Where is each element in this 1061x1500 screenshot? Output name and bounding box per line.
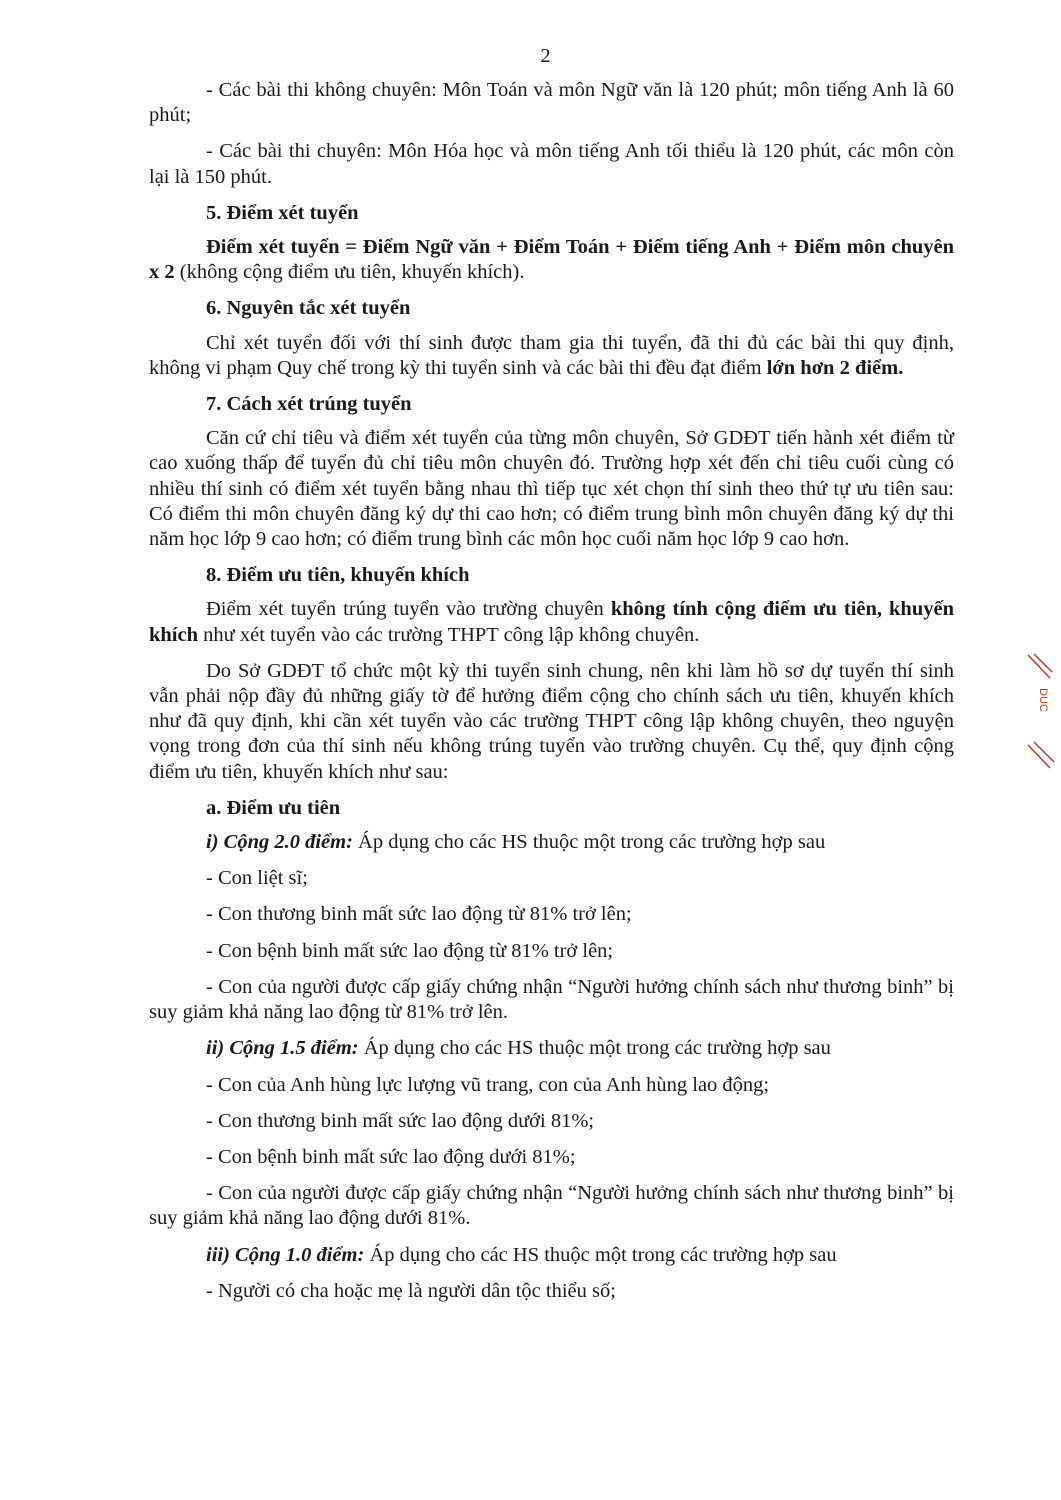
priority-text-bold: không tính cộng điểm ưu tiên, khuyến khích (149, 598, 954, 646)
heading-priority-points: a. Điểm ưu tiên (206, 796, 341, 819)
priority-text-b: như xét tuyển vào các trường THPT công lập không chuyên. (198, 623, 700, 646)
label-priority-1-5: ii) Cộng 1.5 điểm: (206, 1037, 359, 1060)
list-item: - Con liệt sĩ; (206, 867, 308, 890)
item-priority-1-0 (149, 1243, 954, 1268)
formula-text: Điểm xét tuyển = Điểm Ngữ văn + Điểm Toán + Điểm tiếng Anh + Điểm môn chuyên x 2 (149, 236, 954, 284)
list-item: - Con của người được cấp giấy chứng nhận “Người hưởng chính sách như thương binh” bị suy giảm khả năng lao động từ 81% trở lên. (149, 975, 954, 1024)
formula-note: (không cộng điểm ưu tiên, khuyến khích). (174, 261, 525, 284)
text-priority-1-5: Áp dụng cho các HS thuộc một trong các trường hợp sau (358, 1037, 831, 1060)
list-item: - Con của người được cấp giấy chứng nhận “Người hưởng chính sách như thương binh” bị suy giảm khả năng lao động dưới 81%. (149, 1182, 954, 1230)
heading-section-5: 5. Điểm xét tuyển (206, 201, 359, 224)
stamp-text: DUC (1037, 688, 1049, 712)
paragraph-selection-method: Căn cứ chỉ tiêu và điểm xét tuyển của từng môn chuyên, Sở GDĐT tiến hành xét điểm từ cao xuống thấp để tuyển đủ chỉ tiêu môn chuyên đó. Trường hợp xét đến chỉ tiêu cuối cùng có nhiều thí sinh có điểm xét tuyển bằng nhau thì tiếp tục xét chọn thí sinh theo thứ tự ưu tiên sau: Có điểm thi môn chuyên đăng ký dự thi cao hơn; có điểm trung bình môn chuyên đăng ký dự thi năm học lớp 9 cao hơn; có điểm trung bình các môn học cuối năm học lớp 9 cao hơn. (149, 427, 954, 551)
priority-text-a: Điểm xét tuyển trúng tuyển vào trường chuyên (206, 598, 611, 621)
list-item: - Con bệnh binh mất sức lao động dưới 81%; (206, 1145, 576, 1168)
list-item: - Con bệnh binh mất sức lao động từ 81% trở lên; (206, 939, 614, 962)
paragraph-non-specialized-exam-time: - Các bài thi không chuyên: Môn Toán và môn Ngữ văn là 120 phút; môn tiếng Anh là 60 phút; (149, 79, 954, 127)
item-priority-1-5 (149, 1036, 954, 1061)
red-stamp-mark (1020, 650, 1060, 770)
label-priority-1-0: iii) Cộng 1.0 điểm: (206, 1243, 365, 1266)
paragraph-admission-score-formula (149, 235, 954, 285)
list-item: - Con thương binh mất sức lao động dưới 81%; (206, 1109, 595, 1132)
paragraph-specialized-exam-time: - Các bài thi chuyên: Môn Hóa học và môn tiếng Anh tối thiểu là 120 phút, các môn còn lại là 150 phút. (149, 140, 954, 188)
paragraph-admission-principle (149, 331, 954, 381)
text-priority-2-0: Áp dụng cho các HS thuộc một trong các trường hợp sau (352, 831, 826, 854)
heading-section-7: 7. Cách xét trúng tuyển (206, 393, 412, 416)
heading-section-6: 6. Nguyên tắc xét tuyển (206, 297, 411, 320)
list-item: - Người có cha hoặc mẹ là người dân tộc thiểu số; (206, 1279, 616, 1302)
item-priority-2-0 (149, 830, 954, 855)
text-priority-1-0: Áp dụng cho các HS thuộc một trong các trường hợp sau (364, 1243, 837, 1266)
paragraph-priority-not-counted (149, 597, 954, 647)
paragraph-documents-required: Do Sở GDĐT tổ chức một kỳ thi tuyển sinh chung, nên khi làm hồ sơ dự tuyển thí sinh vẫn phải nộp đầy đủ những giấy tờ để hưởng điểm cộng cho chính sách ưu tiên, khuyến khích như đã quy định, khi cần xét tuyển vào các trường THPT công lập không chuyên, theo nguyện vọng trong đơn của thí sinh nếu không trúng tuyển vào trường chuyên. Cụ thể, quy định cộng điểm ưu tiên, khuyến khích như sau: (149, 659, 954, 783)
principle-text: Chỉ xét tuyển đối với thí sinh được tham gia thi tuyển, đã thi đủ các bài thi quy định, không vi phạm Quy chế trong kỳ thi tuyển sinh và các bài thi đều đạt điểm (149, 331, 954, 379)
principle-threshold: lớn hơn 2 điểm. (766, 356, 904, 379)
label-priority-2-0: i) Cộng 2.0 điểm: (206, 831, 353, 854)
list-item: - Con của Anh hùng lực lượng vũ trang, con của Anh hùng lao động; (206, 1073, 770, 1096)
list-item: - Con thương binh mất sức lao động từ 81% trở lên; (206, 903, 632, 926)
document-body (149, 78, 954, 1315)
heading-section-8: 8. Điểm ưu tiên, khuyến khích (206, 564, 470, 587)
page-number: 2 (540, 45, 551, 67)
